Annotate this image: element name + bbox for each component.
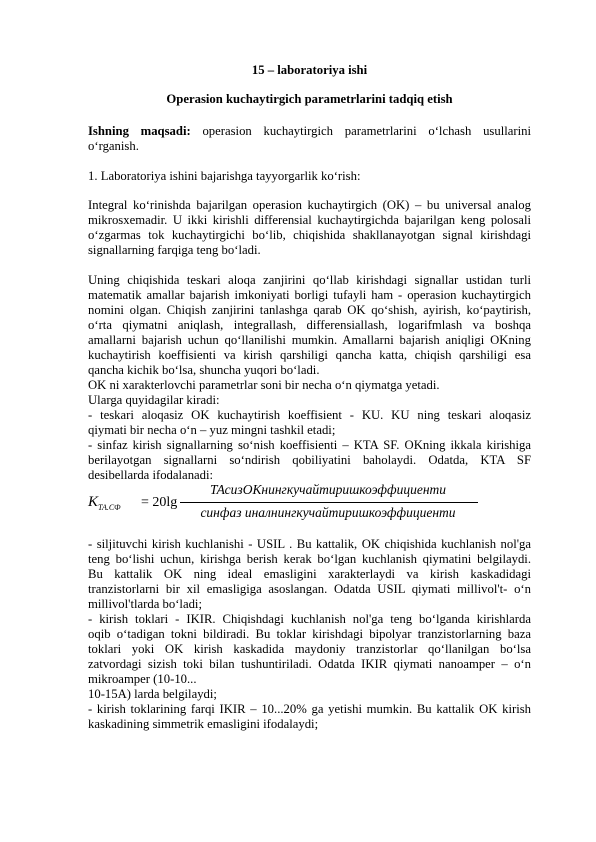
aim-line-2: o‘rganish.	[88, 139, 139, 153]
para2-line: qancha kichik bo‘lsa, shuncha yuqori bo‘ladi.	[88, 363, 320, 377]
para2-line: berilayotgan signallarni so‘ndirish qobiliyatini baholaydi. Odatda, KTA SF	[88, 453, 531, 467]
kta-sf-formula	[88, 482, 531, 524]
para3-line: - kirish toklari - IKIR. Chiqishdagi kuchlanish nol'ga teng bo‘lganda kirishlarda	[88, 612, 531, 626]
para3-line: zatvordagi sizish toki bilan tushuntiriladi. Odatda IKIR qiymati nanoamper – o‘n	[88, 657, 531, 671]
formula-equals: = 20lg	[141, 495, 178, 510]
fraction-bar	[180, 502, 478, 503]
para2-line: qiymati bir necha o‘n – yuz mingni tashkil etadi;	[88, 423, 336, 437]
para1-line: Integral ko‘rinishda bajarilgan operasion kuchaytirgich (OK) – bu universal analog	[88, 198, 531, 212]
para2-line: - sinfaz kirish signallarning so‘nish koeffisienti – KTA SF. OKning ikkala kirishiga	[88, 438, 531, 452]
page-title: 15 – laboratoriya ishi	[251, 63, 368, 77]
formula-numerator: ТАсизОКнингкучайтиришкоэффициенти	[209, 482, 447, 497]
para2-line: amallarni bajarish uchun qo‘llanilishi mumkin. Amallarni bajarish aniqligi OKning	[88, 333, 531, 347]
para3-line: toklari yoki OK kirish kaskadida maydoniy tranzistorlar qo‘llanilgan bo‘lsa	[88, 642, 531, 656]
para2-line: o‘rta qiymatni aniqlash, integrallash, differensiallash, logarifmlash va boshqa	[88, 318, 531, 332]
formula-subscript: ТА.СФ	[98, 503, 121, 512]
para1-line: o‘zgarmas tok kuchaytirgichi bo‘lib, chiqishida shakllanayotgan signal kirishdagi	[88, 228, 531, 242]
para3-line: Bu kattalik OK ning ideal emasligini xarakterlaydi va kirish kaskadidagi	[88, 567, 531, 581]
para3-line: teng bo‘lishi uchun, kirishga berish kerak bo‘lgan kuchlanish qiymatini belgilaydi.	[88, 552, 531, 566]
para3-line: mikroamper (10-10...	[88, 672, 197, 686]
aim-label: Ishning maqsadi:	[88, 124, 191, 138]
para2-line: - teskari aloqasiz OK kuchaytirish koeffisient - KU. KU ning teskari aloqasiz	[88, 408, 531, 422]
para3-line: kaskadining simmetrik emasligini ifodalaydi;	[88, 717, 319, 731]
para2-line: matematik amallar bajarish imkoniyati borligi tufayli ham - operasion kuchaytirgich	[88, 288, 531, 302]
para2-line: Ularga quyidagilar kiradi:	[88, 393, 220, 407]
para1-line: mikrosxemadir. U ikki kirishli differensial kuchaytirgichda bajarilgan keng polosali	[88, 213, 531, 227]
formula-denominator: синфаз иналнингкучайтиришкоэффициенти	[200, 505, 456, 520]
para2-line: OK ni xarakterlovchi parametrlar soni bir necha o‘n qiymatga yetadi.	[88, 378, 440, 392]
para2-line: Uning chiqishida teskari aloqa zanjirini qo‘llab kirishdagi signallar ustidan turli	[88, 273, 531, 287]
para3-line: millivol'tlarda bo‘ladi;	[88, 597, 202, 611]
formula-symbol: K	[88, 494, 99, 510]
para2-line: kuchaytirish koeffisienti va kirish qarshiligi qancha katta, chiqish qarshiligi esa	[88, 348, 531, 362]
formula-lhs	[88, 494, 121, 512]
step-heading: 1. Laboratoriya ishini bajarishga tayyorgarlik ko‘rish:	[88, 169, 361, 183]
para3-line: oqib o‘tadigan tokni bildiradi. Bu toklar kirishdagi bipolyar tranzistorlarning baza	[88, 627, 531, 641]
para3-line: 10-15A) larda belgilaydi;	[88, 687, 217, 701]
para3-line: - kirish toklarining farqi IKIR – 10...20% ga yetishi mumkin. Bu kattalik OK kirish	[88, 702, 531, 716]
page-subtitle: Operasion kuchaytirgich parametrlarini tadqiq etish	[166, 92, 453, 106]
para1-line: signallarning farqiga teng bo‘ladi.	[88, 243, 261, 257]
aim-line-1	[88, 124, 531, 138]
para3-line: tranzistorlarni bir xil emasligiga asoslangan. Odatda USIL qiymati millivol't- o‘n	[88, 582, 531, 596]
aim-text: operasion kuchaytirgich parametrlarini o‘lchash usullarini	[202, 124, 531, 138]
para2-line: desibellarda ifodalanadi:	[88, 468, 214, 482]
para3-line: - siljituvchi kirish kuchlanishi - USIL . Bu kattalik, OK chiqishida kuchlanish nol'ga	[88, 537, 531, 551]
para2-line: nomini olgan. Chiqish zanjirini tanlashga qarab OK qo‘shish, ayirish, ko‘paytirish,	[88, 303, 531, 317]
